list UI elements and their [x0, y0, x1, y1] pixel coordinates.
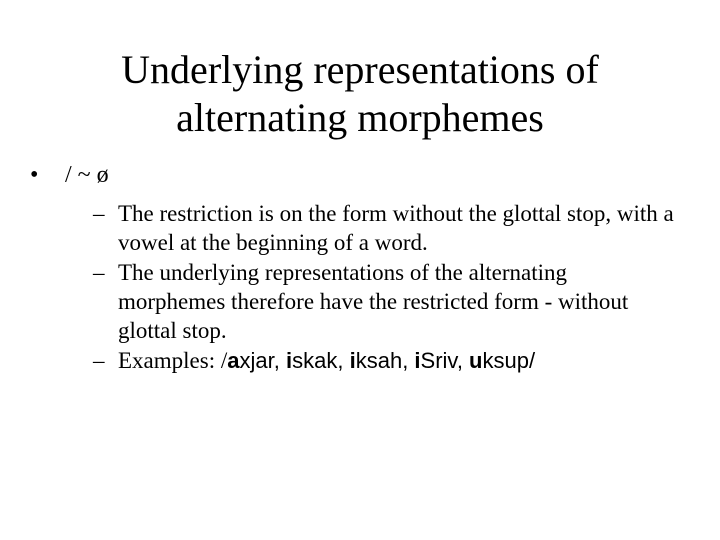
sub-bullet-text: The restriction is on the form without the glottal stop, with a vowel at the beginning of a word. [118, 201, 674, 255]
dash-marker: – [93, 260, 105, 285]
sub-bullet-examples [93, 346, 674, 375]
sub-bullet-1 [93, 199, 674, 257]
example-4-rest: Sriv [420, 348, 457, 373]
examples-label: Examples: / [118, 348, 228, 373]
dash-marker: – [93, 201, 105, 226]
sub-bullet-2 [93, 258, 674, 345]
example-3-rest: ksah [355, 348, 403, 373]
examples-line [114, 346, 674, 375]
example-5-rest: ksup [482, 348, 529, 373]
slide-title [60, 46, 660, 142]
example-2-bold: i [285, 348, 293, 373]
main-bullet [30, 160, 109, 190]
bullet-marker: • [30, 162, 39, 188]
example-1-rest: xjar [239, 348, 274, 373]
title-line-1: Underlying representations of [121, 47, 599, 92]
example-separator: , [402, 348, 415, 373]
example-4-bold: i [414, 348, 421, 373]
example-1-bold: a [227, 348, 240, 373]
example-5-bold: u [469, 348, 483, 373]
example-2-rest: skak [292, 348, 338, 373]
title-line-2: alternating morphemes [176, 95, 544, 140]
example-separator: , [337, 348, 350, 373]
example-separator: , [273, 348, 286, 373]
example-3-bold: i [349, 348, 356, 373]
bullet-text: / ~ ø [65, 162, 109, 188]
examples-end: / [528, 348, 536, 373]
examples-words [227, 348, 535, 373]
sub-bullet-text: The underlying representations of the alternating morphemes therefore have the restricted form - without glottal stop. [118, 260, 629, 343]
example-separator: , [456, 348, 470, 373]
sub-bullet-list [93, 199, 674, 376]
dash-marker: – [93, 348, 105, 373]
